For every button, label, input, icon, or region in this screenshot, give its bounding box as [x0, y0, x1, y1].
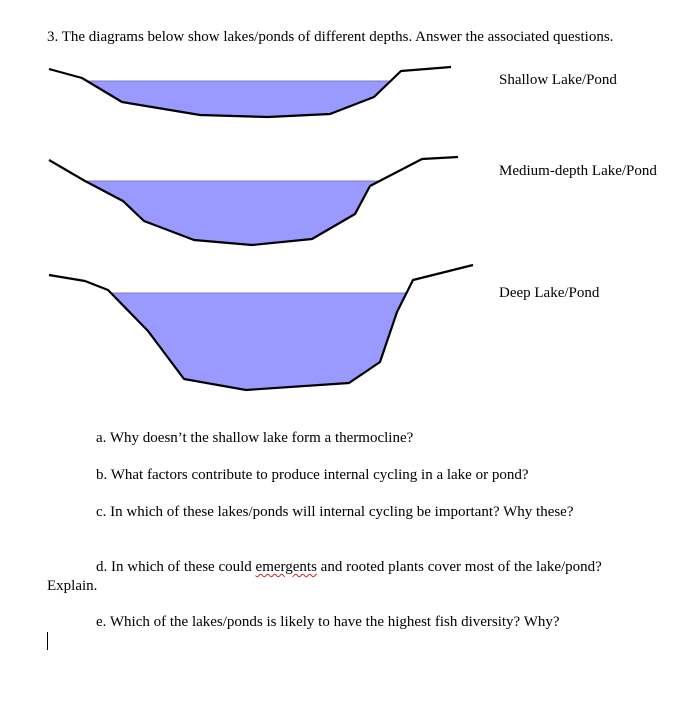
spelling-flagged-word[interactable]: emergents	[255, 559, 317, 575]
question-d-prefix: d. In which of these could	[96, 559, 256, 575]
question-a: a. Why doesn’t the shallow lake form a thermocline?	[96, 430, 414, 446]
deep-lake-label: Deep Lake/Pond	[499, 285, 600, 301]
question-heading: 3. The diagrams below show lakes/ponds of different depths. Answer the associated questions.	[47, 29, 614, 45]
medium-lake-label: Medium-depth Lake/Pond	[499, 163, 657, 179]
question-d-continuation: Explain.	[47, 578, 98, 594]
question-e: e. Which of the lakes/ponds is likely to have the highest fish diversity? Why?	[96, 614, 560, 630]
text-cursor[interactable]	[47, 632, 48, 650]
question-d	[96, 559, 602, 576]
question-d-suffix: and rooted plants cover most of the lake/pond?	[316, 559, 602, 575]
question-b: b. What factors contribute to produce internal cycling in a lake or pond?	[96, 467, 529, 483]
shallow-lake-label: Shallow Lake/Pond	[499, 72, 617, 88]
question-c: c. In which of these lakes/ponds will internal cycling be important? Why these?	[96, 504, 574, 520]
